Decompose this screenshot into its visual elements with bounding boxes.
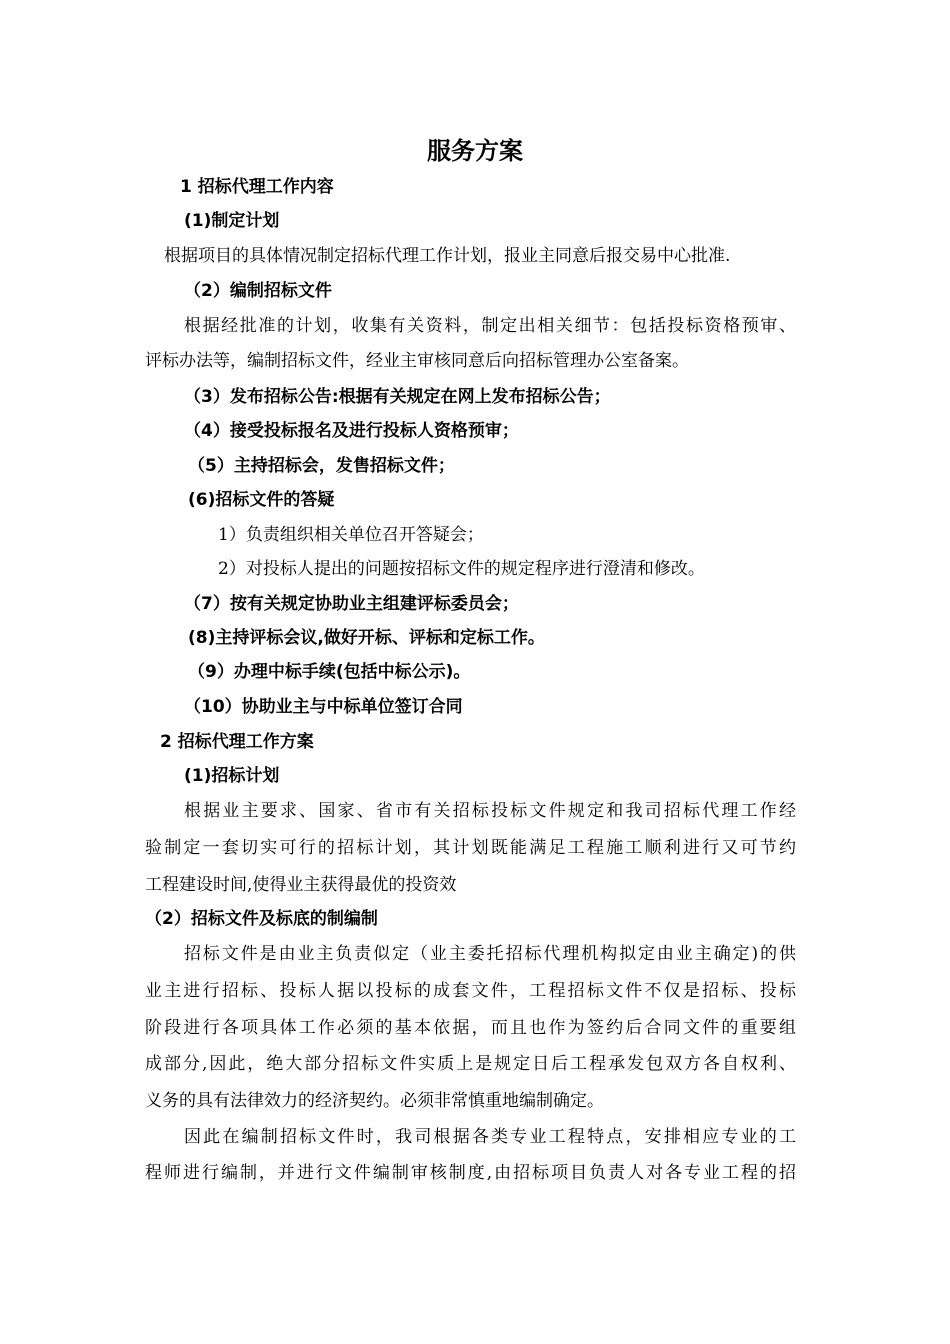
paragraph-line: 因此在编制招标文件时，我司根据各类专业工程特点，安排相应专业的工 <box>184 1127 796 1147</box>
section-heading-2: 2 招标代理工作方案 <box>160 732 314 752</box>
paragraph-line: 程师进行编制，并进行文件编制审核制度,由招标项目负责人对各专业工程的招 <box>145 1163 796 1183</box>
list-item: 1）负责组织相关单位召开答疑会； <box>218 525 484 545</box>
subheading-1-7: （7）按有关规定协助业主组建评标委员会； <box>184 594 519 614</box>
subheading-1-4: （4）接受投标报名及进行投标人资格预审； <box>184 421 519 441</box>
subheading-1-9: （9）办理中标手续(包括中标公示)。 <box>188 662 471 682</box>
paragraph-line: 招标文件是由业主负责似定（业主委托招标代理机构拟定由业主确定)的供 <box>184 944 796 964</box>
paragraph-line: 根据经批准的计划，收集有关资料，制定出相关细节：包括投标资格预审、 <box>184 316 796 336</box>
paragraph-line: 根据项目的具体情况制定招标代理工作计划，报业主同意后报交易中心批准. <box>164 246 731 266</box>
subheading-1-3: （3）发布招标公告:根据有关规定在网上发布招标公告； <box>184 387 611 407</box>
subheading-2-1: (1)招标计划 <box>184 766 280 786</box>
paragraph-line: 根据业主要求、国家、省市有关招标投标文件规定和我司招标代理工作经 <box>184 801 796 821</box>
paragraph-line: 验制定一套切实可行的招标计划，其计划既能满足工程施工顺利进行又可节约 <box>145 838 796 858</box>
section-heading-1: 1 招标代理工作内容 <box>180 177 334 197</box>
list-item: 2）对投标人提出的问题按招标文件的规定程序进行澄清和修改。 <box>218 559 705 579</box>
subheading-2-2: （2）招标文件及标底的制编制 <box>145 909 378 929</box>
paragraph-line: 评标办法等，编制招标文件，经业主审核同意后向招标管理办公室备案。 <box>145 351 689 371</box>
page-title: 服务方案 <box>427 137 523 165</box>
paragraph-line: 阶段进行各项具体工作必须的基本依据，而且也作为签约后合同文件的重要组 <box>145 1018 796 1038</box>
subheading-1-2: （2）编制招标文件 <box>184 281 332 301</box>
paragraph-line: 业主进行招标、投标人据以投标的成套文件，工程招标文件不仅是招标、投标 <box>145 981 796 1001</box>
subheading-1-8: (8)主持评标会议,做好开标、评标和定标工作。 <box>188 628 545 648</box>
paragraph-line: 义务的具有法律效力的经济契约。必须非常慎重地编制确定。 <box>145 1091 604 1111</box>
subheading-1-6: (6)招标文件的答疑 <box>188 490 335 510</box>
subheading-1-10: （10）协助业主与中标单位签订合同 <box>184 697 463 717</box>
paragraph-line: 工程建设时间,使得业主获得最优的投资效 <box>145 875 457 895</box>
subheading-1-1: (1)制定计划 <box>184 211 280 231</box>
paragraph-line: 成部分,因此，绝大部分招标文件实质上是规定日后工程承发包双方各自权利、 <box>145 1054 796 1074</box>
subheading-1-5: （5）主持招标会，发售招标文件； <box>188 456 455 476</box>
